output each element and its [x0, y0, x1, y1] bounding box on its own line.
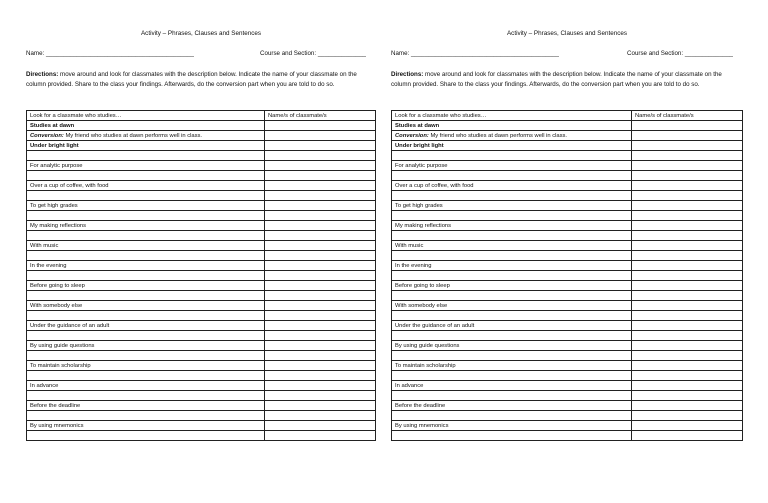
- blank-row: [392, 151, 743, 161]
- classmate-name-cell[interactable]: [265, 181, 376, 191]
- table-row: [27, 341, 376, 351]
- classmate-name-cell[interactable]: [265, 231, 376, 241]
- blank-row: [392, 431, 743, 441]
- classmate-name-cell[interactable]: [632, 261, 743, 271]
- table-row: [392, 261, 743, 271]
- directions-paragraph: [26, 70, 376, 91]
- blank-cell: [392, 171, 632, 181]
- blank-cell: [27, 191, 265, 201]
- table-row: [392, 181, 743, 191]
- classmate-name-cell[interactable]: [632, 371, 743, 381]
- row-description: Studies at dawn: [392, 121, 632, 131]
- blank-cell: [27, 351, 265, 361]
- blank-cell: [392, 331, 632, 341]
- blank-row: [392, 251, 743, 261]
- row-description: In advance: [392, 381, 632, 391]
- classmate-name-cell[interactable]: [265, 241, 376, 251]
- table-row: [392, 201, 743, 211]
- classmate-table-body: [392, 111, 743, 441]
- conversion-cell: [392, 131, 632, 141]
- blank-row: [27, 431, 376, 441]
- blank-cell: [392, 391, 632, 401]
- table-row: [392, 381, 743, 391]
- blank-cell: [27, 251, 265, 261]
- conversion-label: Conversion:: [395, 132, 429, 139]
- row-description: With music: [27, 241, 265, 251]
- blank-row: [392, 351, 743, 361]
- table-row: [27, 201, 376, 211]
- blank-row: [392, 331, 743, 341]
- blank-row: [392, 191, 743, 201]
- classmate-name-cell[interactable]: [632, 241, 743, 251]
- blank-row: [392, 391, 743, 401]
- blank-row: [392, 231, 743, 241]
- header-classmate-names: Name/s of classmate/s: [632, 111, 743, 121]
- table-row: [27, 421, 376, 431]
- header-description: Look for a classmate who studies…: [392, 111, 632, 121]
- classmate-name-cell[interactable]: [265, 391, 376, 401]
- conversion-row: [27, 131, 376, 141]
- blank-row: [27, 371, 376, 381]
- directions-text: move around and look for classmates with the description below. Indicate the name of your classmate on the column provided. Share to the class your findings. Afterwards, do the conversion part when you are told to do so.: [26, 71, 357, 89]
- blank-row: [27, 271, 376, 281]
- blank-row: [27, 231, 376, 241]
- row-description: By using guide questions: [27, 341, 265, 351]
- blank-cell: [392, 431, 632, 441]
- blank-row: [27, 291, 376, 301]
- table-header-row: [392, 111, 743, 121]
- classmate-name-cell[interactable]: [265, 161, 376, 171]
- blank-cell: [392, 351, 632, 361]
- blank-cell: [27, 311, 265, 321]
- blank-row: [27, 211, 376, 221]
- classmate-name-cell[interactable]: [265, 421, 376, 431]
- classmate-name-cell[interactable]: [632, 191, 743, 201]
- conversion-cell: [27, 131, 265, 141]
- classmate-name-cell[interactable]: [265, 271, 376, 281]
- blank-cell: [27, 291, 265, 301]
- row-description: Under the guidance of an adult: [27, 321, 265, 331]
- classmate-table-body: [27, 111, 376, 441]
- classmate-name-cell[interactable]: [632, 201, 743, 211]
- table-row: [27, 221, 376, 231]
- classmate-name-cell[interactable]: [265, 401, 376, 411]
- classmate-name-cell[interactable]: [632, 311, 743, 321]
- classmate-name-cell[interactable]: [265, 171, 376, 181]
- classmate-name-cell[interactable]: [265, 251, 376, 261]
- blank-cell: [27, 151, 265, 161]
- row-description: Before going to sleep: [27, 281, 265, 291]
- classmate-name-cell[interactable]: [265, 361, 376, 371]
- table-row: [27, 281, 376, 291]
- worksheet-left: [26, 0, 376, 503]
- blank-cell: [392, 311, 632, 321]
- table-row: [392, 361, 743, 371]
- classmate-name-cell[interactable]: [632, 221, 743, 231]
- row-description: With somebody else: [27, 301, 265, 311]
- table-row: [27, 301, 376, 311]
- classmate-name-cell[interactable]: [265, 261, 376, 271]
- blank-cell: [27, 271, 265, 281]
- row-description: In the evening: [392, 261, 632, 271]
- classmate-name-cell[interactable]: [632, 271, 743, 281]
- blank-cell: [392, 291, 632, 301]
- table-row: [27, 321, 376, 331]
- blank-cell: [27, 411, 265, 421]
- blank-row: [392, 311, 743, 321]
- worksheet-title: Activity – Phrases, Clauses and Sentences: [506, 30, 628, 37]
- classmate-name-cell[interactable]: [265, 341, 376, 351]
- conversion-text: My friend who studies at dawn performs well in class.: [63, 132, 203, 139]
- blank-cell: [392, 191, 632, 201]
- table-row: [392, 241, 743, 251]
- classmate-table: [26, 110, 376, 441]
- table-row: [392, 301, 743, 311]
- table-row: [392, 161, 743, 171]
- classmate-name-cell[interactable]: [632, 341, 743, 351]
- header-classmate-names: Name/s of classmate/s: [265, 111, 376, 121]
- row-description: Studies at dawn: [27, 121, 265, 131]
- classmate-name-cell[interactable]: [632, 231, 743, 241]
- row-description: For analytic purpose: [27, 161, 265, 171]
- classmate-name-cell[interactable]: [632, 281, 743, 291]
- table-row: [27, 161, 376, 171]
- blank-row: [392, 211, 743, 221]
- classmate-name-cell[interactable]: [265, 381, 376, 391]
- blank-row: [392, 171, 743, 181]
- classmate-table: [391, 110, 743, 441]
- blank-cell: [392, 271, 632, 281]
- classmate-name-cell[interactable]: [632, 351, 743, 361]
- row-description: Under the guidance of an adult: [392, 321, 632, 331]
- header-description: Look for a classmate who studies…: [27, 111, 265, 121]
- classmate-name-cell[interactable]: [632, 321, 743, 331]
- classmate-name-cell[interactable]: [632, 331, 743, 341]
- table-row: [27, 141, 376, 151]
- blank-row: [27, 251, 376, 261]
- blank-row: [27, 151, 376, 161]
- table-row: [27, 381, 376, 391]
- name-field-label: Name: ___________________________________________: [391, 50, 559, 57]
- row-description: For analytic purpose: [392, 161, 632, 171]
- blank-row: [392, 271, 743, 281]
- name-field-label: Name: ___________________________________________: [26, 50, 194, 57]
- blank-cell: [392, 371, 632, 381]
- classmate-name-cell[interactable]: [632, 151, 743, 161]
- blank-row: [27, 311, 376, 321]
- row-description: By using mnemonics: [392, 421, 632, 431]
- row-description: Under bright light: [392, 141, 632, 151]
- classmate-name-cell[interactable]: [632, 121, 743, 131]
- blank-cell: [27, 391, 265, 401]
- table-row: [27, 401, 376, 411]
- table-header-row: [27, 111, 376, 121]
- blank-row: [392, 371, 743, 381]
- row-description: My making reflections: [27, 221, 265, 231]
- classmate-name-cell[interactable]: [265, 291, 376, 301]
- blank-cell: [392, 411, 632, 421]
- worksheet-title: Activity – Phrases, Clauses and Sentences: [140, 30, 262, 37]
- table-row: [392, 141, 743, 151]
- directions-label: Directions:: [26, 71, 59, 78]
- row-description: My making reflections: [392, 221, 632, 231]
- table-row: [392, 321, 743, 331]
- table-row: [392, 401, 743, 411]
- blank-row: [27, 331, 376, 341]
- classmate-name-cell[interactable]: [265, 321, 376, 331]
- classmate-name-cell[interactable]: [265, 221, 376, 231]
- row-description: Before the deadline: [27, 401, 265, 411]
- directions-text: move around and look for classmates with the description below. Indicate the name of your classmate on the column provided. Share to the class your findings. Afterwards, do the conversion part when you are told to do so.: [391, 71, 722, 89]
- row-description: In the evening: [27, 261, 265, 271]
- table-row: [27, 181, 376, 191]
- name-course-line: [391, 50, 743, 57]
- table-row: [27, 241, 376, 251]
- row-description: By using mnemonics: [27, 421, 265, 431]
- table-row: [27, 121, 376, 131]
- blank-row: [27, 351, 376, 361]
- directions-label: Directions:: [391, 71, 424, 78]
- classmate-name-cell[interactable]: [632, 251, 743, 261]
- row-description: To maintain scholarship: [392, 361, 632, 371]
- classmate-name-cell[interactable]: [632, 301, 743, 311]
- row-description: By using guide questions: [392, 341, 632, 351]
- table-row: [392, 281, 743, 291]
- classmate-name-cell[interactable]: [632, 361, 743, 371]
- classmate-name-cell[interactable]: [265, 431, 376, 441]
- blank-cell: [392, 151, 632, 161]
- table-row: [392, 221, 743, 231]
- row-description: Over a cup of coffee, with food: [392, 181, 632, 191]
- conversion-text: My friend who studies at dawn performs well in class.: [428, 132, 568, 139]
- table-row: [392, 121, 743, 131]
- blank-cell: [392, 211, 632, 221]
- classmate-name-cell[interactable]: [265, 371, 376, 381]
- row-description: Under bright light: [27, 141, 265, 151]
- classmate-name-cell[interactable]: [632, 411, 743, 421]
- blank-row: [392, 291, 743, 301]
- blank-cell: [27, 371, 265, 381]
- conversion-row: [392, 131, 743, 141]
- blank-cell: [27, 231, 265, 241]
- classmate-name-cell[interactable]: [265, 151, 376, 161]
- blank-row: [27, 411, 376, 421]
- row-description: With music: [392, 241, 632, 251]
- row-description: To maintain scholarship: [27, 361, 265, 371]
- row-description: To get high grades: [392, 201, 632, 211]
- worksheet-right: [391, 0, 743, 503]
- table-row: [392, 341, 743, 351]
- classmate-name-cell[interactable]: [265, 141, 376, 151]
- name-course-line: [26, 50, 376, 57]
- blank-cell: [27, 171, 265, 181]
- blank-row: [27, 391, 376, 401]
- row-description: Before the deadline: [392, 401, 632, 411]
- blank-row: [27, 191, 376, 201]
- conversion-label: Conversion:: [30, 132, 64, 139]
- classmate-name-cell[interactable]: [632, 431, 743, 441]
- classmate-name-cell[interactable]: [632, 421, 743, 431]
- classmate-name-cell[interactable]: [632, 401, 743, 411]
- table-row: [392, 421, 743, 431]
- classmate-name-cell[interactable]: [265, 131, 376, 141]
- blank-row: [392, 411, 743, 421]
- classmate-name-cell[interactable]: [632, 171, 743, 181]
- blank-row: [27, 171, 376, 181]
- classmate-name-cell[interactable]: [265, 191, 376, 201]
- classmate-name-cell[interactable]: [265, 201, 376, 211]
- classmate-name-cell[interactable]: [265, 331, 376, 341]
- row-description: In advance: [27, 381, 265, 391]
- classmate-name-cell[interactable]: [632, 291, 743, 301]
- table-row: [27, 361, 376, 371]
- blank-cell: [392, 251, 632, 261]
- classmate-name-cell[interactable]: [265, 301, 376, 311]
- classmate-name-cell[interactable]: [632, 141, 743, 151]
- classmate-name-cell[interactable]: [632, 211, 743, 221]
- table-row: [27, 261, 376, 271]
- blank-cell: [27, 431, 265, 441]
- classmate-name-cell[interactable]: [265, 121, 376, 131]
- course-section-field-label: Course and Section: ______________: [260, 50, 366, 57]
- classmate-name-cell[interactable]: [632, 161, 743, 171]
- row-description: To get high grades: [27, 201, 265, 211]
- classmate-name-cell[interactable]: [632, 131, 743, 141]
- blank-cell: [27, 331, 265, 341]
- directions-paragraph: [391, 70, 743, 91]
- classmate-name-cell[interactable]: [632, 181, 743, 191]
- classmate-name-cell[interactable]: [265, 351, 376, 361]
- classmate-name-cell[interactable]: [265, 411, 376, 421]
- blank-cell: [392, 231, 632, 241]
- classmate-name-cell[interactable]: [632, 381, 743, 391]
- row-description: With somebody else: [392, 301, 632, 311]
- course-section-field-label: Course and Section: ______________: [627, 50, 733, 57]
- classmate-name-cell[interactable]: [265, 311, 376, 321]
- row-description: Over a cup of coffee, with food: [27, 181, 265, 191]
- classmate-name-cell[interactable]: [265, 211, 376, 221]
- blank-cell: [27, 211, 265, 221]
- classmate-name-cell[interactable]: [265, 281, 376, 291]
- row-description: Before going to sleep: [392, 281, 632, 291]
- classmate-name-cell[interactable]: [632, 391, 743, 401]
